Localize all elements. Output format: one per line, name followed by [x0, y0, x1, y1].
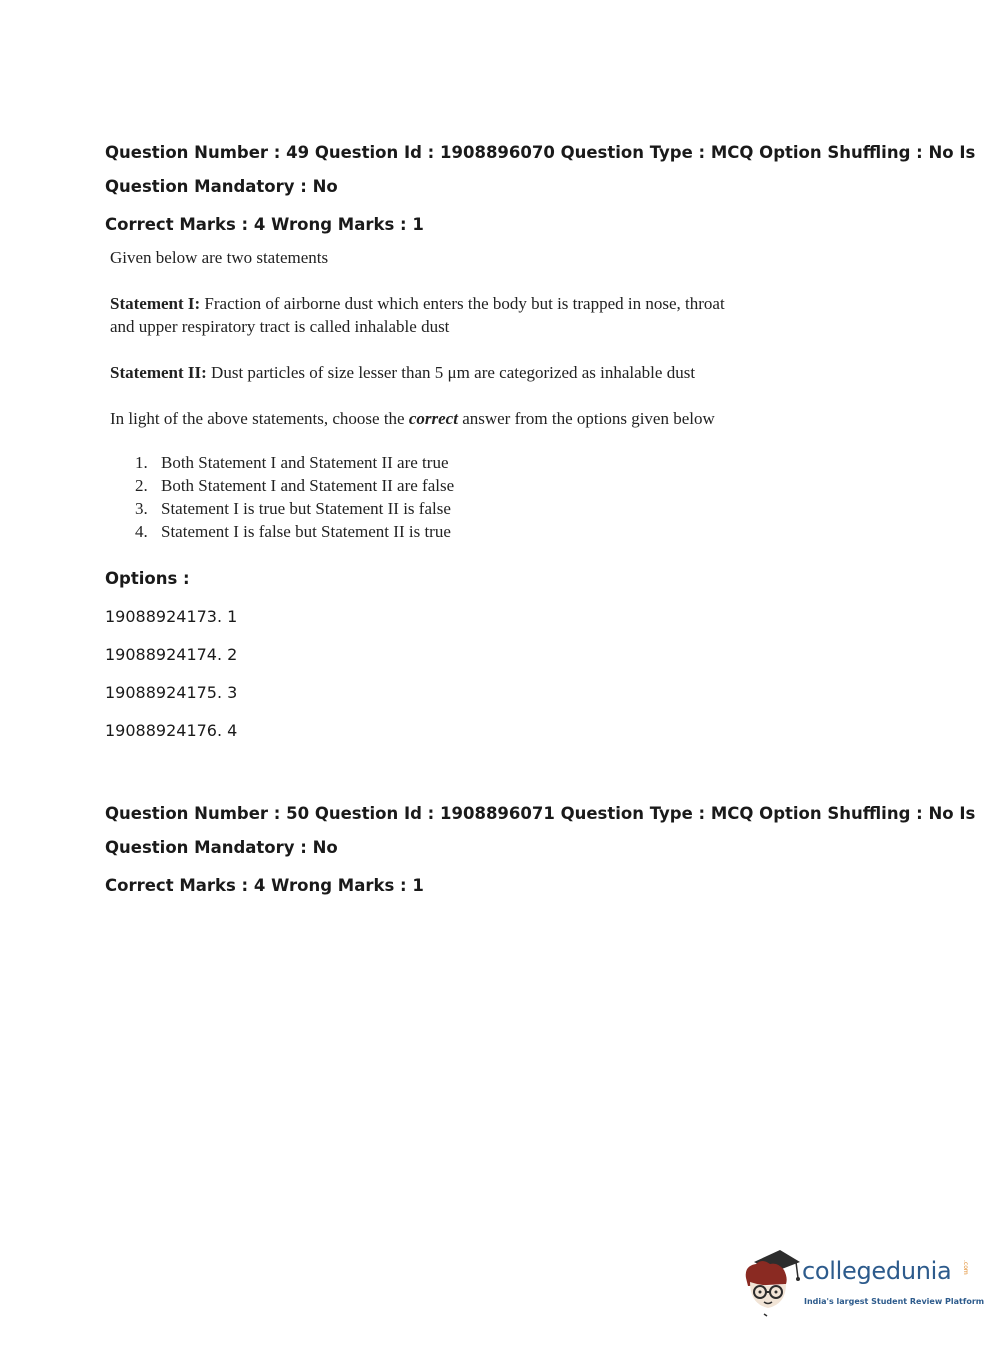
q50-header-line1: Question Number : 50 Question Id : 1908896071 Question Type : MCQ Option Shuffling : No Is [105, 804, 976, 823]
q50-marks: Correct Marks : 4 Wrong Marks : 1 [105, 876, 424, 895]
statement1-line1: Fraction of airborne dust which enters the body but is trapped in nose, throat [200, 294, 725, 313]
option-item: 19088924173. 1 [105, 607, 238, 626]
q49-instruction [110, 407, 715, 430]
choice-number: 3. [135, 499, 148, 518]
choice-text: Statement I is false but Statement II is true [161, 522, 451, 541]
q49-intro: Given below are two statements [110, 248, 329, 267]
q49-header-line1: Question Number : 49 Question Id : 1908896070 Question Type : MCQ Option Shuffling : No Is [105, 143, 976, 162]
instruction-emphasis: correct [408, 409, 458, 428]
option-item: 19088924174. 2 [105, 645, 238, 664]
choice-item [135, 522, 451, 542]
q50-header-line2: Question Mandatory : No [105, 838, 338, 857]
choice-number: 1. [135, 453, 148, 472]
q49-statement1 [110, 292, 725, 315]
choice-text: Both Statement I and Statement II are false [161, 476, 455, 495]
options-label: Options : [105, 569, 190, 588]
statement1-line2: and upper respiratory tract is called inhalable dust [110, 317, 450, 336]
choice-item [135, 476, 454, 496]
q49-statement2 [110, 361, 695, 384]
q49-header-line2: Question Mandatory : No [105, 177, 338, 196]
option-item: 19088924176. 4 [105, 721, 238, 740]
logo-wordmark: collegedunia [802, 1257, 952, 1285]
choice-number: 4. [135, 522, 148, 541]
statement2-text: Dust particles of size lesser than 5 μm are categorized as inhalable dust [206, 363, 696, 382]
instruction-pre: In light of the above statements, choose the [110, 409, 409, 428]
q49-marks: Correct Marks : 4 Wrong Marks : 1 [105, 215, 424, 234]
statement2-label: Statement II: [110, 363, 207, 382]
choice-text: Statement I is true but Statement II is false [161, 499, 451, 518]
collegedunia-logo [740, 1248, 985, 1318]
choice-item [135, 499, 451, 519]
instruction-post: answer from the options given below [457, 409, 715, 428]
option-item: 19088924175. 3 [105, 683, 238, 702]
choice-text: Both Statement I and Statement II are true [161, 453, 449, 472]
mascot-icon [740, 1248, 802, 1318]
logo-tagline: India's largest Student Review Platform [804, 1297, 985, 1306]
choice-number: 2. [135, 476, 148, 495]
statement1-label: Statement I: [110, 294, 201, 313]
logo-suffix: .com [962, 1260, 969, 1275]
choice-item [135, 453, 449, 473]
